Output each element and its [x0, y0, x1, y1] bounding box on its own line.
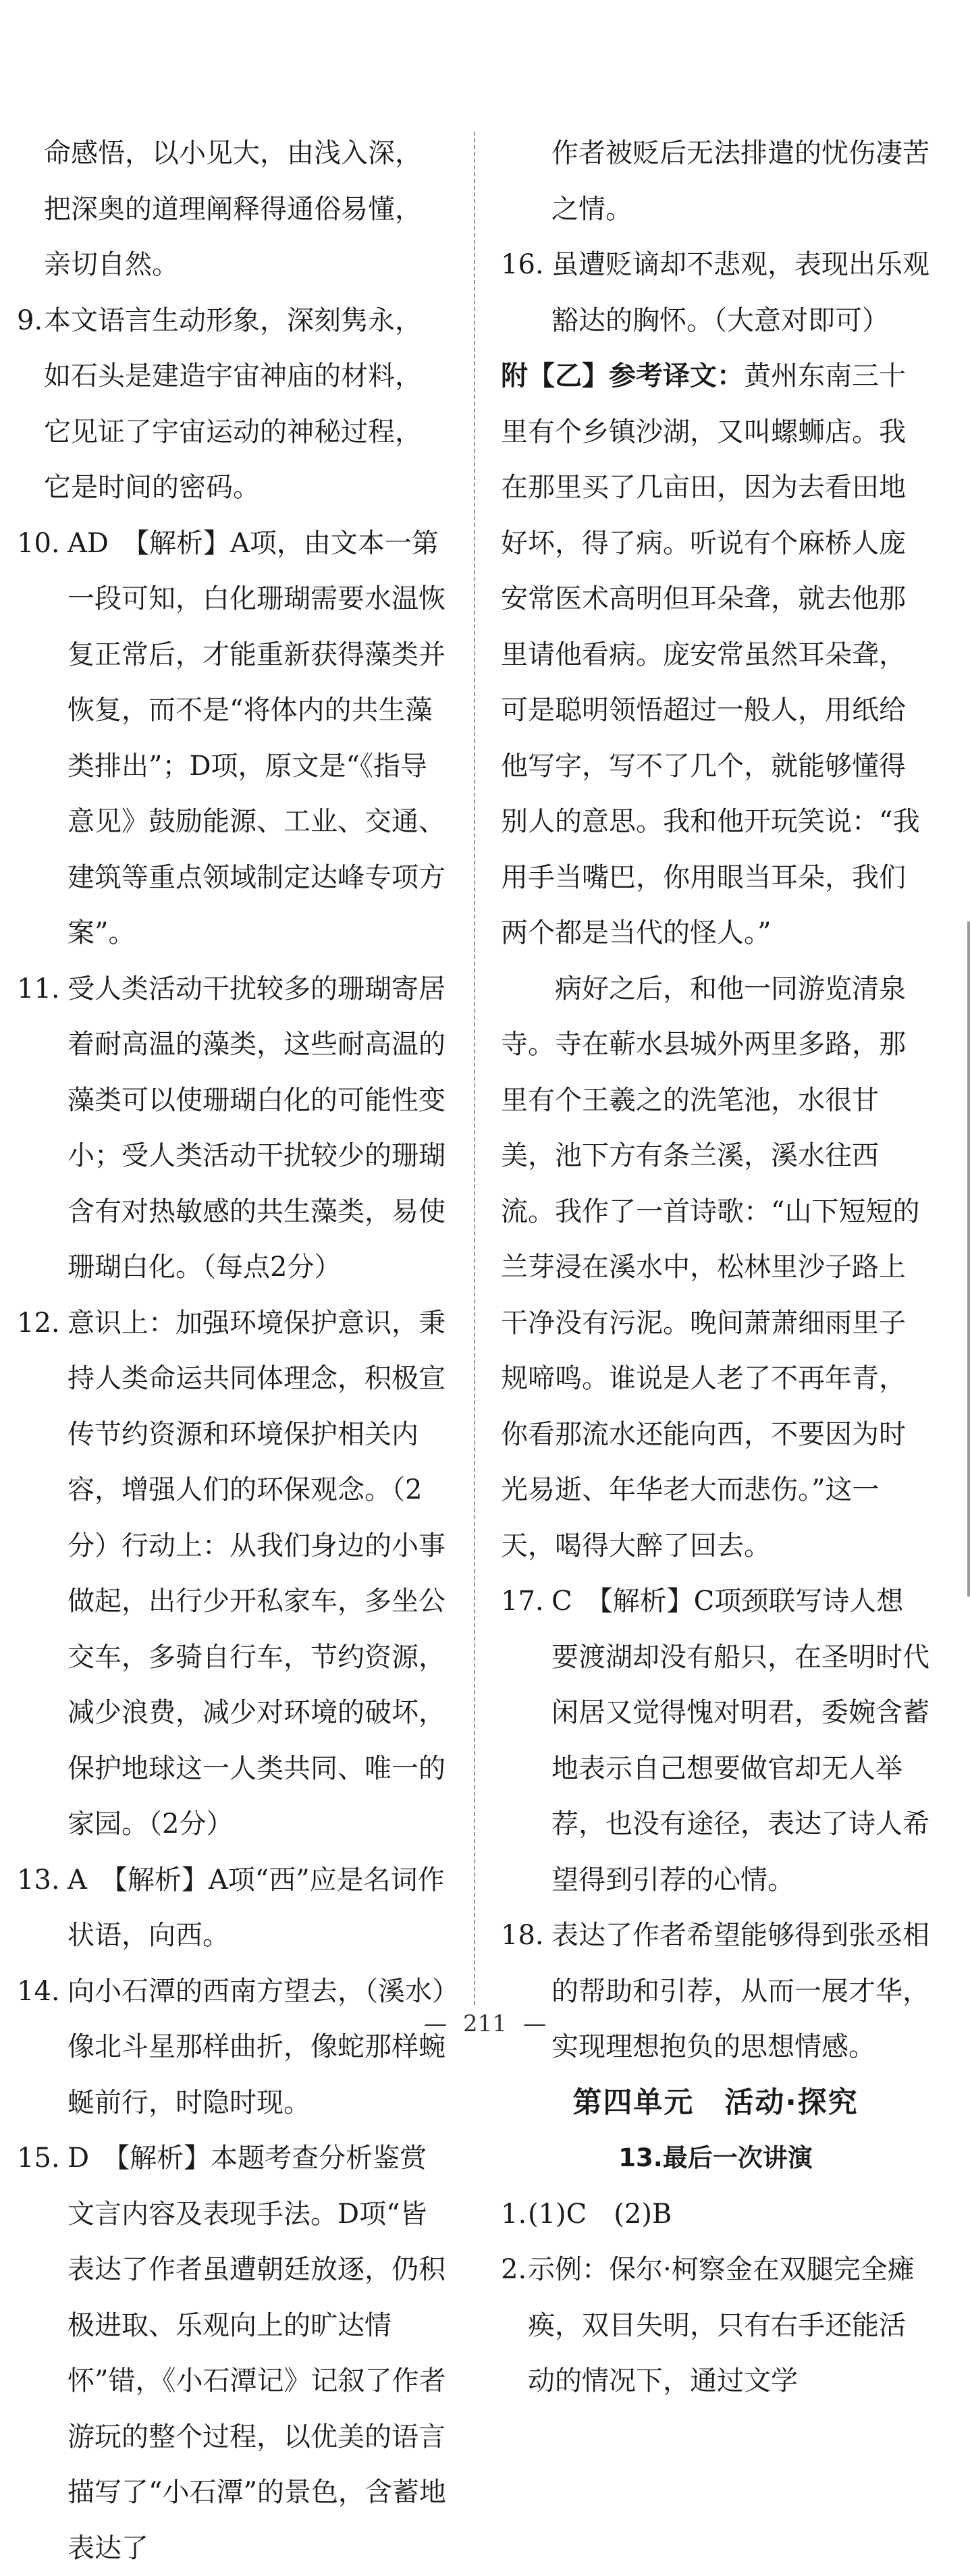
- answer-item-14: [17, 1964, 446, 2131]
- item-text: 受人类活动干扰较多的珊瑚寄居着耐高温的藻类，这些耐高温的藻类可以使珊瑚白化的可能性变小；受人类活动干扰较少的珊瑚含有对热敏感的共生藻类，易使珊瑚白化。（每点2分）: [68, 973, 446, 1283]
- item-text: 本文语言生动形象，深刻隽永，如石头是建造宇宙神庙的材料，它见证了宇宙运动的神秘过程，它是时间的密码。: [44, 304, 422, 503]
- translation-label: 附【乙】参考译文：: [501, 360, 744, 392]
- page-number: 211: [463, 2010, 507, 2037]
- answer-item-18: [501, 1908, 930, 2075]
- item-text: C 【解析】C项颈联写诗人想要渡湖却没有船只，在圣明时代闲居又觉得愧对明君，委婉含蓄地表示自己想要做官却无人举荐，也没有途径，表达了诗人希望得到引荐的心情。: [551, 1586, 929, 1896]
- item-number: 13.: [17, 1864, 60, 1896]
- answer-item-11: [17, 961, 446, 1295]
- item-text: 意识上：加强环境保护意识，秉持人类命运共同体理念，积极宣传节约资源和环境保护相关内容，增强人们的环保观念。（2分）行动上：从我们身边的小事做起，出行少开私家车，多坐公交车，多骑自行车，节约资源，减少浪费，减少对环境的破坏，保护地球这一人类共同、唯一的家园。（2分）: [68, 1307, 446, 1840]
- column-divider: [474, 132, 475, 2005]
- footer-dash-left: —: [424, 2010, 448, 2037]
- item-text: 示例：保尔·柯察金在双腿完全瘫痪，双目失明，只有右手还能活动的情况下，通过文学: [528, 2254, 915, 2396]
- item-number: 15.: [17, 2143, 60, 2174]
- item-text: 表达了作者希望能够得到张丞相的帮助和引荐，从而一展才华，实现理想抱负的思想情感。: [551, 1920, 929, 2062]
- answer-item-15: [17, 2130, 446, 2576]
- item-number: 12.: [17, 1307, 60, 1339]
- answer-item-l1: [501, 2186, 930, 2243]
- item-text: AD 【解析】A项，由文本一第一段可知，白化珊瑚需要水温恢复正常后，才能重新获得藻类并恢复，而不是“将体内的共生藻类排出”；D项，原文是“《指导意见》鼓励能源、工业、交通、建筑等重点领域制定达峰专项方案”。: [68, 527, 446, 948]
- lesson-title: 13.最后一次讲演: [618, 2143, 813, 2172]
- left-column: [17, 126, 446, 2576]
- answer-item-13: [17, 1852, 446, 1964]
- item-text: D 【解析】本题考查分析鉴赏文言内容及表现手法。D项“皆表达了作者虽遭朝廷放逐，仍积极进取、乐观向上的旷达情怀”错，《小石潭记》记叙了作者游玩的整个过程，以优美的语言描写了“小石潭”的景色，含蓄地表达了: [68, 2143, 446, 2564]
- continued-answer-text: 命感悟，以小见大，由浅入深，把深奥的道理阐释得通俗易懂，亲切自然。: [44, 138, 422, 280]
- footer-dash-right: —: [522, 2010, 546, 2037]
- answer-item-12: [17, 1295, 446, 1852]
- item-text: 向小石潭的西南方望去，（溪水）像北斗星那样曲折，像蛇那样蜿蜒前行，时隐时现。: [68, 1975, 446, 2118]
- item-number: 9.: [17, 304, 43, 336]
- item-number: 18.: [501, 1920, 544, 1951]
- translation-paragraph-2: 病好之后，和他一同游览清泉寺。寺在蕲水县城外两里多路，那里有个王羲之的洗笔池，水很甘美，池下方有条兰溪，溪水往西流。我作了一首诗歌：“山下短短的兰芽浸在溪水中，松林里沙子路上干净没有污泥。晚间萧萧细雨里子规啼鸣。谁说是人老了不再年青，你看那流水还能向西，不要因为时光易逝、年华老大而悲伤。”这一天，喝得大醉了回去。: [501, 973, 920, 1561]
- right-column: [501, 126, 930, 2409]
- item-number: 10.: [17, 527, 60, 559]
- item-text: (1)C (2)B: [528, 2198, 672, 2230]
- item-number: 14.: [17, 1975, 60, 2007]
- item-text: 虽遭贬谪却不悲观，表现出乐观豁达的胸怀。（大意对即可）: [551, 249, 929, 336]
- item-number: 16.: [501, 249, 544, 280]
- unit-title: 第四单元 活动·探究: [572, 2085, 859, 2120]
- item-text: A 【解析】A项“西”应是名词作状语，向西。: [68, 1864, 445, 1951]
- translation-paragraph-1: 黄州东南三十里有个乡镇沙湖，又叫螺蛳店。我在那里买了几亩田，因为去看田地好坏，得了病。听说有个麻桥人庞安常医术高明但耳朵聋，就去他那里请他看病。庞安常虽然耳朵聋，可是聪明领悟超过一般人，用纸给他写字，写不了几个，就能够懂得别人的意思。我和他开玩笑说：“我用手当嘴巴，你用眼当耳朵，我们两个都是当代的怪人。”: [501, 360, 920, 948]
- reference-translation: [501, 348, 930, 961]
- answer-item-9: [17, 293, 446, 516]
- item-number: 2.: [501, 2254, 527, 2285]
- item-number: 17.: [501, 1586, 544, 1617]
- item-number: 11.: [17, 973, 60, 1004]
- page-footer: [0, 2010, 970, 2037]
- answer-item-16: [501, 237, 930, 348]
- continued-answer-text: 作者被贬后无法排遣的忧伤凄苦之情。: [551, 138, 929, 225]
- item-number: 1.: [501, 2198, 527, 2230]
- answer-item-17: [501, 1574, 930, 1908]
- answer-item-l2: [501, 2242, 930, 2409]
- answer-item-10: [17, 516, 446, 961]
- page-edge-mark: [967, 921, 970, 1596]
